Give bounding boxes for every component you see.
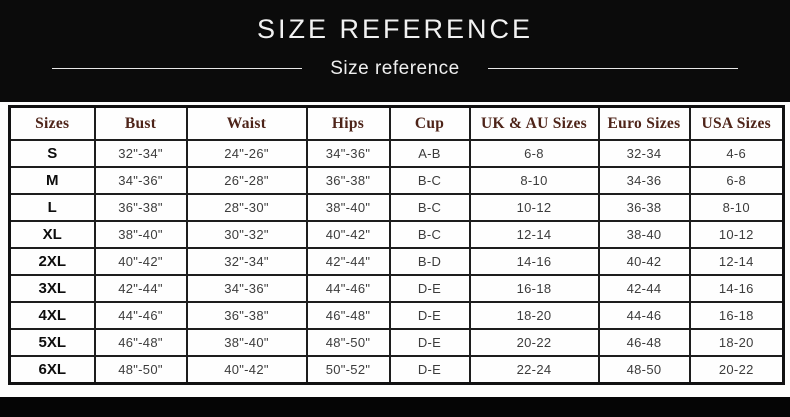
size-cell: 34"-36" — [307, 140, 390, 167]
size-cell: 44"-46" — [307, 275, 390, 302]
subtitle-divider-left — [52, 68, 302, 70]
size-cell: 44"-46" — [95, 302, 187, 329]
table-body — [10, 140, 784, 383]
size-cell: 12-14 — [470, 221, 599, 248]
header-banner — [0, 0, 790, 102]
size-label: M — [10, 167, 95, 194]
size-cell: 44-46 — [599, 302, 690, 329]
size-cell: B-C — [390, 194, 470, 221]
size-cell: 4-6 — [690, 140, 784, 167]
size-cell: 14-16 — [470, 248, 599, 275]
column-header: Sizes — [10, 107, 95, 141]
size-cell: 48-50 — [599, 356, 690, 383]
page-title: SIZE REFERENCE — [256, 14, 534, 44]
size-label: 2XL — [10, 248, 95, 275]
footer-bar — [0, 397, 790, 417]
size-cell: 10-12 — [470, 194, 599, 221]
size-cell: 36-38 — [599, 194, 690, 221]
header-row — [10, 107, 784, 141]
table-row — [10, 167, 784, 194]
size-table — [8, 105, 785, 385]
size-cell: 38-40 — [599, 221, 690, 248]
size-cell: 46"-48" — [95, 329, 187, 356]
table-row — [10, 329, 784, 356]
table-row — [10, 221, 784, 248]
size-cell: 40"-42" — [95, 248, 187, 275]
size-cell: 22-24 — [470, 356, 599, 383]
size-cell: 40"-42" — [307, 221, 390, 248]
size-cell: 48"-50" — [95, 356, 187, 383]
size-cell: 20-22 — [470, 329, 599, 356]
table-row — [10, 275, 784, 302]
size-cell: 36"-38" — [187, 302, 307, 329]
size-cell: 38"-40" — [307, 194, 390, 221]
size-cell: 46-48 — [599, 329, 690, 356]
size-cell: B-C — [390, 167, 470, 194]
size-cell: A-B — [390, 140, 470, 167]
size-cell: 36"-38" — [307, 167, 390, 194]
size-cell: 42"-44" — [307, 248, 390, 275]
size-cell: D-E — [390, 356, 470, 383]
size-label: S — [10, 140, 95, 167]
table-row — [10, 140, 784, 167]
size-cell: 30"-32" — [187, 221, 307, 248]
size-cell: 24"-26" — [187, 140, 307, 167]
size-label: L — [10, 194, 95, 221]
column-header: Bust — [95, 107, 187, 141]
size-cell: 32"-34" — [187, 248, 307, 275]
size-cell: 34"-36" — [95, 167, 187, 194]
size-cell: 14-16 — [690, 275, 784, 302]
column-header: Hips — [307, 107, 390, 141]
table-row — [10, 356, 784, 383]
size-cell: 38"-40" — [187, 329, 307, 356]
size-label: 4XL — [10, 302, 95, 329]
size-cell: 26"-28" — [187, 167, 307, 194]
size-cell: 6-8 — [470, 140, 599, 167]
column-header: USA Sizes — [690, 107, 784, 141]
table-row — [10, 194, 784, 221]
table-row — [10, 302, 784, 329]
table-row — [10, 248, 784, 275]
subtitle-divider-right — [488, 68, 738, 70]
size-cell: 40"-42" — [187, 356, 307, 383]
column-header: UK & AU Sizes — [470, 107, 599, 141]
size-cell: 32"-34" — [95, 140, 187, 167]
page-subtitle: Size reference — [330, 57, 460, 79]
size-cell: 16-18 — [470, 275, 599, 302]
size-label: 5XL — [10, 329, 95, 356]
size-label: 3XL — [10, 275, 95, 302]
size-cell: 42-44 — [599, 275, 690, 302]
size-cell: 8-10 — [690, 194, 784, 221]
size-cell: 18-20 — [690, 329, 784, 356]
size-cell: 12-14 — [690, 248, 784, 275]
size-cell: 6-8 — [690, 167, 784, 194]
size-cell: 18-20 — [470, 302, 599, 329]
column-header: Euro Sizes — [599, 107, 690, 141]
size-cell: 34-36 — [599, 167, 690, 194]
size-cell: D-E — [390, 329, 470, 356]
size-label: 6XL — [10, 356, 95, 383]
size-cell: 42"-44" — [95, 275, 187, 302]
size-cell: 34"-36" — [187, 275, 307, 302]
size-cell: B-C — [390, 221, 470, 248]
size-cell: 32-34 — [599, 140, 690, 167]
size-cell: D-E — [390, 275, 470, 302]
size-cell: D-E — [390, 302, 470, 329]
size-cell: 8-10 — [470, 167, 599, 194]
size-cell: 38"-40" — [95, 221, 187, 248]
column-header: Cup — [390, 107, 470, 141]
size-label: XL — [10, 221, 95, 248]
size-table-container — [8, 105, 782, 385]
size-cell: 46"-48" — [307, 302, 390, 329]
size-cell: B-D — [390, 248, 470, 275]
subtitle-row — [0, 58, 790, 80]
size-cell: 28"-30" — [187, 194, 307, 221]
size-cell: 20-22 — [690, 356, 784, 383]
column-header: Waist — [187, 107, 307, 141]
size-cell: 10-12 — [690, 221, 784, 248]
size-cell: 40-42 — [599, 248, 690, 275]
size-cell: 36"-38" — [95, 194, 187, 221]
size-cell: 48"-50" — [307, 329, 390, 356]
size-cell: 50"-52" — [307, 356, 390, 383]
size-cell: 16-18 — [690, 302, 784, 329]
